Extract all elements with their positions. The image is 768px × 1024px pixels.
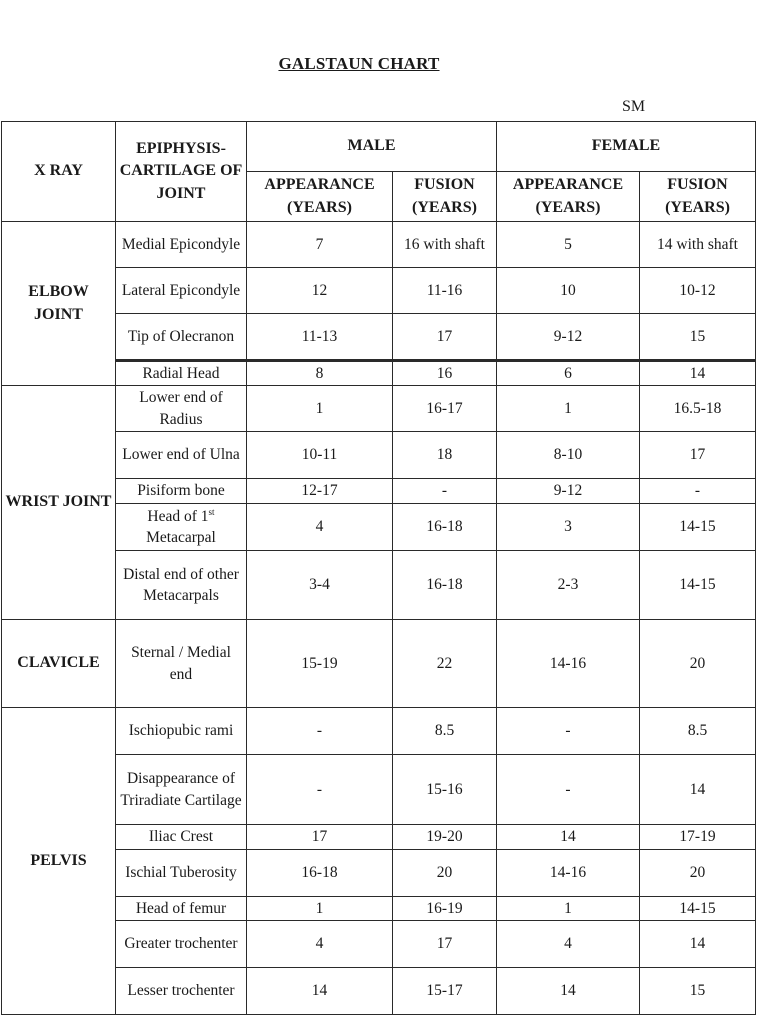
female-appearance-cell: 4 — [497, 921, 640, 968]
female-appearance-cell: 9-12 — [497, 314, 640, 361]
male-fusion-cell: 22 — [393, 620, 497, 708]
table-row — [2, 620, 756, 708]
part-cell: Lateral Epicondyle — [116, 268, 247, 314]
male-appearance-cell: 7 — [247, 222, 393, 268]
part-text-pre: Head of 1 — [147, 507, 209, 525]
table-row — [2, 825, 756, 850]
header-epiphysis: EPIPHYSIS-CARTILAGE OF JOINT — [116, 122, 247, 222]
part-cell: Sternal / Medial end — [116, 620, 247, 708]
male-fusion-cell: 18 — [393, 432, 497, 479]
male-appearance-cell: 1 — [247, 386, 393, 432]
male-fusion-cell: 16-19 — [393, 897, 497, 921]
header-male-fusion: FUSION (YEARS) — [393, 172, 497, 222]
male-appearance-cell: 12 — [247, 268, 393, 314]
region-pelvis: PELVIS — [2, 708, 116, 1015]
table-row — [2, 968, 756, 1015]
male-appearance-cell: 3-4 — [247, 551, 393, 620]
female-appearance-cell: 8-10 — [497, 432, 640, 479]
female-appearance-cell: 10 — [497, 268, 640, 314]
table-row — [2, 921, 756, 968]
female-fusion-cell: 15 — [640, 314, 756, 361]
female-fusion-cell: 10-12 — [640, 268, 756, 314]
male-appearance-cell: 16-18 — [247, 850, 393, 897]
male-fusion-cell: 15-17 — [393, 968, 497, 1015]
female-appearance-cell: 9-12 — [497, 479, 640, 504]
female-appearance-cell: 14-16 — [497, 620, 640, 708]
male-fusion-cell: 16-18 — [393, 551, 497, 620]
header-male-appearance: APPEARANCE (YEARS) — [247, 172, 393, 222]
male-fusion-cell: 16 — [393, 361, 497, 386]
header-xray: X RAY — [2, 122, 116, 222]
part-cell: Radial Head — [116, 361, 247, 386]
part-cell: Distal end of other Metacarpals — [116, 551, 247, 620]
male-appearance-cell: 4 — [247, 504, 393, 551]
female-appearance-cell: 2-3 — [497, 551, 640, 620]
region-elbow: ELBOW JOINT — [2, 222, 116, 386]
header-female-appearance: APPEARANCE (YEARS) — [497, 172, 640, 222]
male-fusion-cell: 16 with shaft — [393, 222, 497, 268]
part-cell: Iliac Crest — [116, 825, 247, 850]
female-fusion-cell: 14-15 — [640, 504, 756, 551]
female-appearance-cell: - — [497, 755, 640, 825]
part-cell: Greater trochenter — [116, 921, 247, 968]
male-appearance-cell: 15-19 — [247, 620, 393, 708]
part-cell: Head of femur — [116, 897, 247, 921]
female-fusion-cell: 20 — [640, 850, 756, 897]
female-fusion-cell: 14-15 — [640, 551, 756, 620]
female-appearance-cell: 14 — [497, 825, 640, 850]
male-fusion-cell: 20 — [393, 850, 497, 897]
table-row — [2, 850, 756, 897]
male-fusion-cell: 16-17 — [393, 386, 497, 432]
part-cell: Pisiform bone — [116, 479, 247, 504]
part-cell — [116, 504, 247, 551]
female-appearance-cell: 14-16 — [497, 850, 640, 897]
female-fusion-cell: 15 — [640, 968, 756, 1015]
male-appearance-cell: 14 — [247, 968, 393, 1015]
part-cell: Ischial Tuberosity — [116, 850, 247, 897]
header-female: FEMALE — [497, 122, 756, 172]
part-cell: Lower end of Radius — [116, 386, 247, 432]
male-appearance-cell: 12-17 — [247, 479, 393, 504]
female-fusion-cell: 14 — [640, 361, 756, 386]
male-appearance-cell: 11-13 — [247, 314, 393, 361]
table-row — [2, 897, 756, 921]
female-fusion-cell: 20 — [640, 620, 756, 708]
header-female-fusion: FUSION (YEARS) — [640, 172, 756, 222]
female-fusion-cell: 17 — [640, 432, 756, 479]
female-fusion-cell: 14-15 — [640, 897, 756, 921]
male-fusion-cell: - — [393, 479, 497, 504]
part-cell: Lesser trochenter — [116, 968, 247, 1015]
part-cell: Tip of Olecranon — [116, 314, 247, 361]
table-row — [2, 551, 756, 620]
male-fusion-cell: 17 — [393, 314, 497, 361]
part-cell: Disappearance of Triradiate Cartilage — [116, 755, 247, 825]
female-appearance-cell: 1 — [497, 897, 640, 921]
female-appearance-cell: 6 — [497, 361, 640, 386]
female-fusion-cell: - — [640, 479, 756, 504]
female-fusion-cell: 16.5-18 — [640, 386, 756, 432]
male-appearance-cell: 10-11 — [247, 432, 393, 479]
male-fusion-cell: 15-16 — [393, 755, 497, 825]
female-appearance-cell: 5 — [497, 222, 640, 268]
female-appearance-cell: 14 — [497, 968, 640, 1015]
table-row — [2, 708, 756, 755]
part-text-post: Metacarpal — [146, 529, 216, 546]
male-appearance-cell: 8 — [247, 361, 393, 386]
table-row — [2, 361, 756, 386]
male-fusion-cell: 11-16 — [393, 268, 497, 314]
table-row — [2, 314, 756, 361]
galstaun-chart-table — [1, 121, 756, 1015]
female-appearance-cell: 3 — [497, 504, 640, 551]
part-text-sup: st — [208, 506, 215, 517]
table-row — [2, 479, 756, 504]
table-row — [2, 386, 756, 432]
female-fusion-cell: 14 — [640, 755, 756, 825]
male-fusion-cell: 8.5 — [393, 708, 497, 755]
female-fusion-cell: 17-19 — [640, 825, 756, 850]
author-initials: SM — [622, 98, 646, 115]
region-clavicle: CLAVICLE — [2, 620, 116, 708]
table-row — [2, 504, 756, 551]
table-row — [2, 268, 756, 314]
page-title: GALSTAUN CHART — [278, 54, 440, 73]
female-fusion-cell: 14 with shaft — [640, 222, 756, 268]
table-row — [2, 432, 756, 479]
female-fusion-cell: 14 — [640, 921, 756, 968]
female-appearance-cell: 1 — [497, 386, 640, 432]
male-fusion-cell: 17 — [393, 921, 497, 968]
male-fusion-cell: 19-20 — [393, 825, 497, 850]
header-row-top — [2, 122, 756, 172]
part-cell: Ischiopubic rami — [116, 708, 247, 755]
male-appearance-cell: - — [247, 755, 393, 825]
region-wrist: WRIST JOINT — [2, 386, 116, 620]
part-cell: Medial Epicondyle — [116, 222, 247, 268]
part-cell: Lower end of Ulna — [116, 432, 247, 479]
male-appearance-cell: 1 — [247, 897, 393, 921]
male-fusion-cell: 16-18 — [393, 504, 497, 551]
female-appearance-cell: - — [497, 708, 640, 755]
male-appearance-cell: - — [247, 708, 393, 755]
male-appearance-cell: 4 — [247, 921, 393, 968]
header-male: MALE — [247, 122, 497, 172]
table-row — [2, 222, 756, 268]
table-row — [2, 755, 756, 825]
male-appearance-cell: 17 — [247, 825, 393, 850]
female-fusion-cell: 8.5 — [640, 708, 756, 755]
